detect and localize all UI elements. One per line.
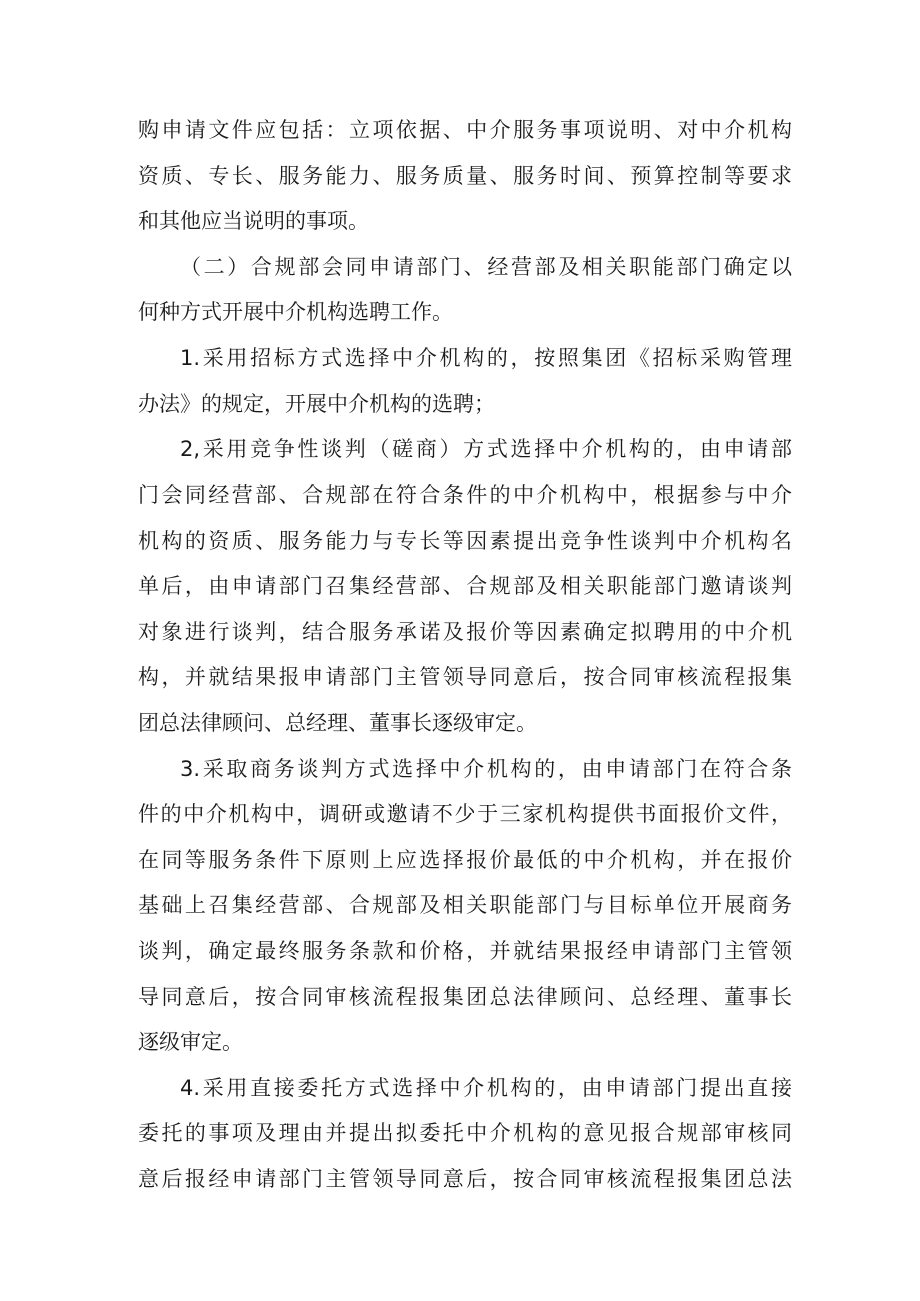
text-line: 件的中介机构中，调研或邀请不少于三家机构提供书面报价文件，: [138, 802, 792, 826]
text-line: 机构的资质、服务能力与专长等因素提出竞争性谈判中介机构名: [138, 529, 792, 553]
text-line: 办法》的规定，开展中介机构的选聘；: [138, 392, 495, 416]
text-line: 和其他应当说明的事项。: [138, 209, 369, 233]
text-line: 2,采用竞争性谈判（磋商）方式选择中介机构的，由申请部: [180, 437, 792, 461]
text-line: 何种方式开展中介机构选聘工作。: [138, 300, 453, 324]
text-line: 构，并就结果报申请部门主管领导同意后，按合同审核流程报集: [138, 665, 792, 689]
text-line: （二）合规部会同申请部门、经营部及相关职能部门确定以: [180, 255, 792, 279]
text-line: 团总法律顾问、总经理、董事长逐级审定。: [138, 711, 537, 735]
text-line: 谈判，确定最终服务条款和价格，并就结果报经申请部门主管领: [138, 939, 792, 963]
text-line: 购申请文件应包括：立项依据、中介服务事项说明、对中介机构: [138, 118, 792, 142]
text-line: 逐级审定。: [138, 1030, 243, 1054]
text-line: 委托的事项及理由并提出拟委托中介机构的意见报合规部审核同: [138, 1121, 792, 1145]
text-line: 1.采用招标方式选择中介机构的，按照集团《招标采购管理: [180, 346, 792, 370]
text-line: 导同意后，按合同审核流程报集团总法律顾问、总经理、董事长: [138, 985, 792, 1009]
text-line: 意后报经申请部门主管领导同意后，按合同审核流程报集团总法: [138, 1167, 792, 1191]
text-line: 在同等服务条件下原则上应选择报价最低的中介机构，并在报价: [138, 848, 792, 872]
text-line: 门会同经营部、合规部在符合条件的中介机构中，根据参与中介: [138, 483, 792, 507]
text-line: 单后，由申请部门召集经营部、合规部及相关职能部门邀请谈判: [138, 574, 792, 598]
text-line: 4.采用直接委托方式选择中介机构的，由申请部门提出直接: [180, 1076, 792, 1100]
text-line: 对象进行谈判，结合服务承诺及报价等因素确定拟聘用的中介机: [138, 620, 792, 644]
text-line: 3.采取商务谈判方式选择中介机构的，由申请部门在符合条: [180, 757, 792, 781]
text-line: 基础上召集经营部、合规部及相关职能部门与目标单位开展商务: [138, 893, 792, 917]
text-line: 资质、专长、服务能力、服务质量、服务时间、预算控制等要求: [138, 164, 792, 188]
